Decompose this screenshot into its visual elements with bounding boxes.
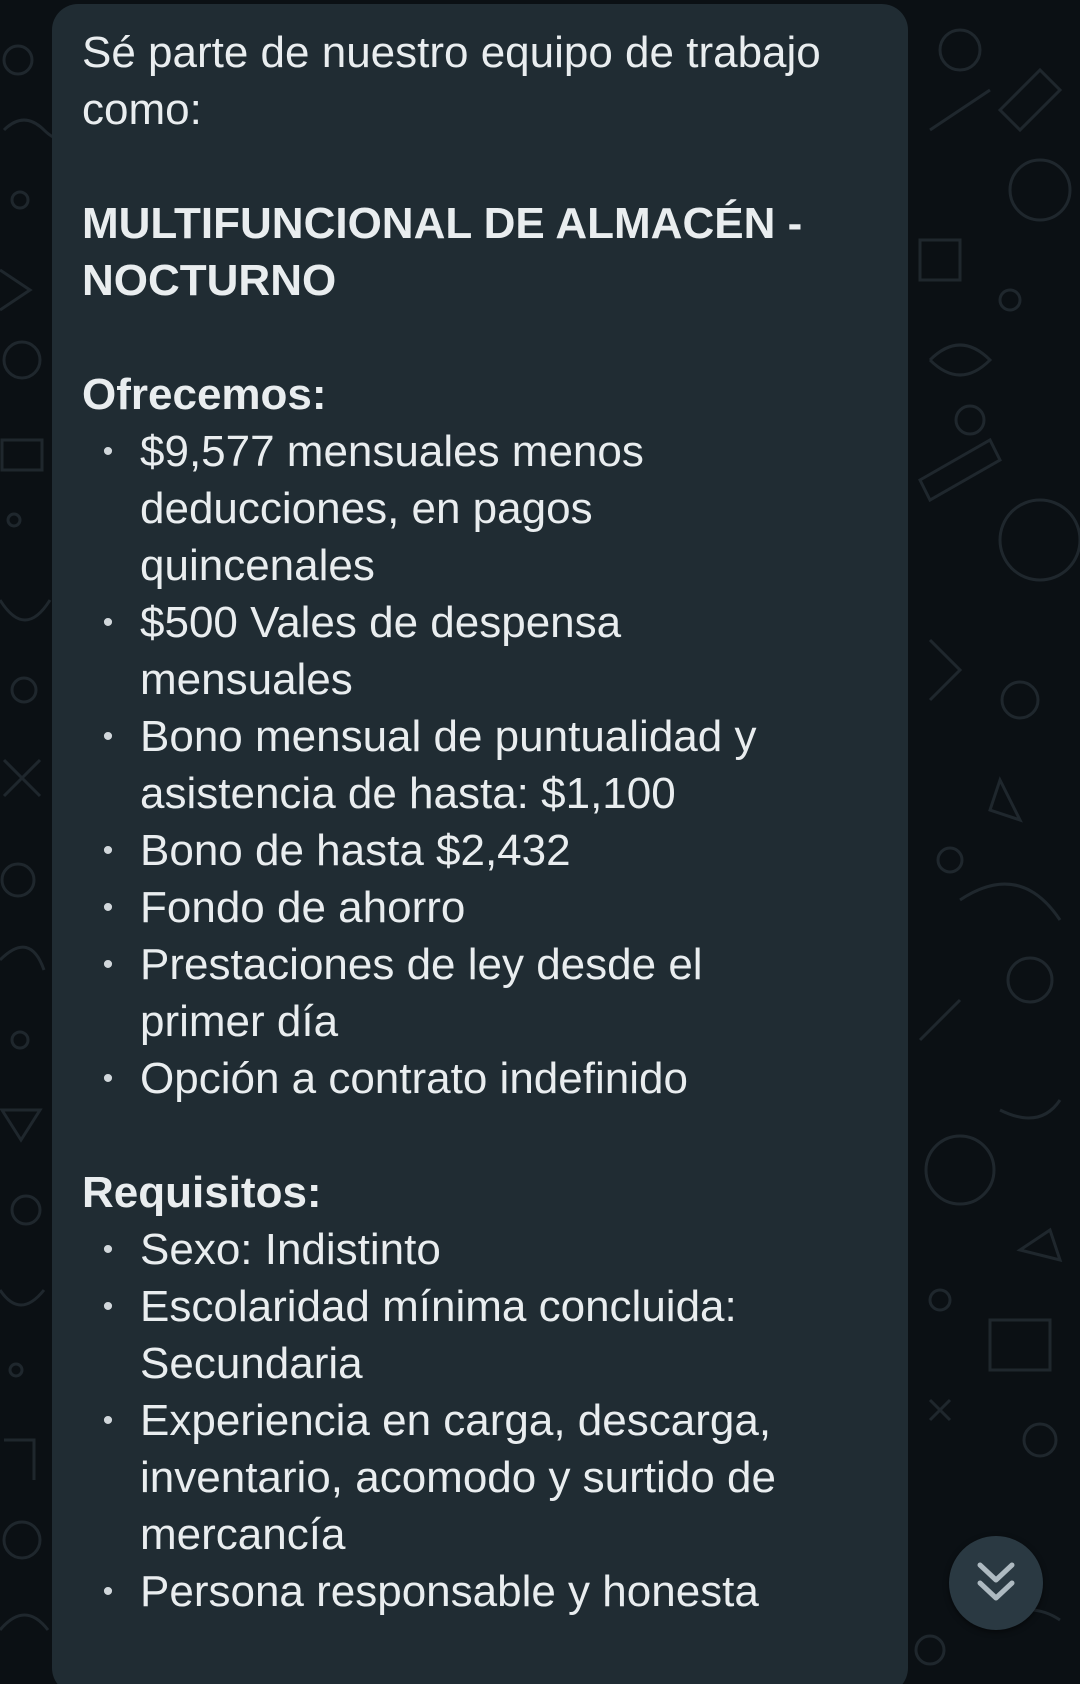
- message-bubble: [52, 4, 908, 1684]
- requirement-item-text: Secundaria: [140, 1339, 363, 1388]
- requirements-list: [82, 1221, 880, 1620]
- offer-item-text: Fondo de ahorro: [140, 883, 466, 932]
- offer-item-text: Bono de hasta $2,432: [140, 826, 571, 875]
- intro-line-2: como:: [82, 85, 202, 134]
- bullet-point: •: [102, 1062, 114, 1095]
- position-title-line-2: NOCTURNO: [82, 256, 337, 305]
- offer-item-text: Opción a contrato indefinido: [140, 1054, 688, 1103]
- requirement-item: [82, 1221, 880, 1278]
- requirement-item-text: Persona responsable y honesta: [140, 1567, 759, 1616]
- scroll-to-bottom-button[interactable]: [949, 1536, 1043, 1630]
- offer-item: [82, 936, 880, 1050]
- requirement-item-text: mercancía: [140, 1510, 346, 1559]
- offer-item: [82, 423, 880, 594]
- bullet-point: •: [102, 1233, 114, 1266]
- offer-item-text: primer día: [140, 997, 339, 1046]
- requirements-heading: Requisitos:: [82, 1168, 322, 1217]
- intro-line-1: Sé parte de nuestro equipo de trabajo: [82, 28, 821, 77]
- double-chevron-down-icon: [976, 1561, 1016, 1605]
- bullet-point: •: [102, 435, 114, 468]
- requirement-item: [82, 1278, 880, 1392]
- bullet-point: •: [102, 1575, 114, 1608]
- offer-item-text: $9,577 mensuales menos: [140, 427, 644, 476]
- offer-item: [82, 708, 880, 822]
- offer-item-text: deducciones, en pagos: [140, 484, 593, 533]
- bullet-point: •: [102, 948, 114, 981]
- blank-line: [82, 138, 880, 195]
- offers-list: [82, 423, 880, 1107]
- requirement-item-text: inventario, acomodo y surtido de: [140, 1453, 776, 1502]
- offer-item: [82, 879, 880, 936]
- offer-item: [82, 594, 880, 708]
- requirement-item: [82, 1392, 880, 1563]
- blank-line: [82, 309, 880, 366]
- requirement-item-text: Experiencia en carga, descarga,: [140, 1396, 772, 1445]
- offer-item-text: Bono mensual de puntualidad y: [140, 712, 757, 761]
- offer-item-text: quincenales: [140, 541, 375, 590]
- bullet-point: •: [102, 891, 114, 924]
- requirement-item-text: Escolaridad mínima concluida:: [140, 1282, 737, 1331]
- offers-heading: Ofrecemos:: [82, 370, 327, 419]
- position-title-line-1: MULTIFUNCIONAL DE ALMACÉN -: [82, 199, 803, 248]
- bullet-point: •: [102, 1290, 114, 1323]
- offer-item-text: asistencia de hasta: $1,100: [140, 769, 676, 818]
- offer-item-text: mensuales: [140, 655, 353, 704]
- requirement-item: [82, 1563, 880, 1620]
- offer-item: [82, 822, 880, 879]
- bullet-point: •: [102, 834, 114, 867]
- blank-line: [82, 1107, 880, 1164]
- offer-item-text: $500 Vales de despensa: [140, 598, 622, 647]
- offer-item-text: Prestaciones de ley desde el: [140, 940, 703, 989]
- bullet-point: •: [102, 606, 114, 639]
- bullet-point: •: [102, 1404, 114, 1437]
- offer-item: [82, 1050, 880, 1107]
- requirement-item-text: Sexo: Indistinto: [140, 1225, 441, 1274]
- bullet-point: •: [102, 720, 114, 753]
